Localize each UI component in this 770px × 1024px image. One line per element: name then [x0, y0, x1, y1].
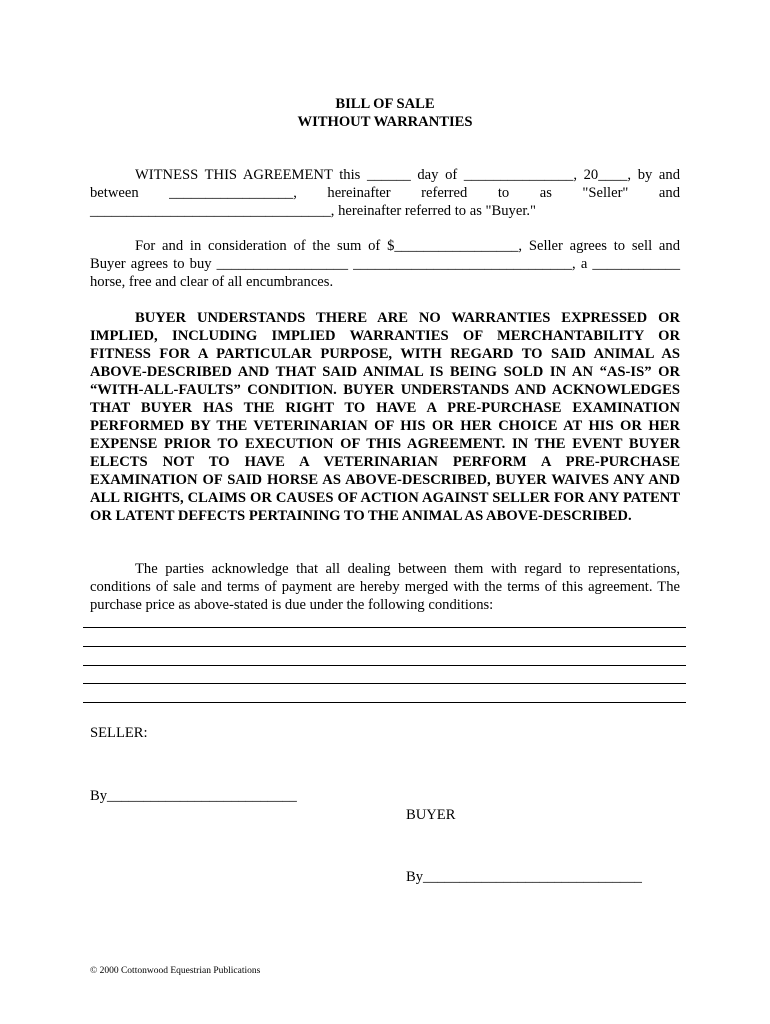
buyer-label: BUYER — [406, 807, 456, 823]
buyer-signature-line[interactable]: By______________________________ — [406, 869, 642, 885]
copyright-footer: © 2000 Cottonwood Equestrian Publications — [90, 966, 261, 976]
consideration-line-1: For and in consideration of the sum of $_________________, Seller agrees to sell and — [135, 238, 680, 254]
document-title: BILL OF SALE — [335, 96, 435, 112]
seller-label: SELLER: — [90, 725, 148, 741]
warranty-disclaimer-paragraph — [90, 309, 680, 525]
conditions-blank-line[interactable] — [83, 627, 686, 628]
seller-signature-line[interactable]: By__________________________ — [90, 788, 297, 804]
conditions-blank-line[interactable] — [83, 646, 686, 647]
agreement-line-2: between _________________, hereinafter referred to as "Seller" and — [90, 185, 680, 201]
agreement-paragraph — [90, 166, 680, 220]
conditions-paragraph — [90, 560, 680, 614]
warranty-disclaimer-text: BUYER UNDERSTANDS THERE ARE NO WARRANTIES EXPRESSED OR IMPLIED, INCLUDING IMPLIED WARRANTIES OF MERCHANTABILITY OR FITNESS FOR A PARTICULAR PURPOSE, WITH REGARD TO SAID ANIMAL AS ABOVE-DESCRIBED AND THAT SAID ANIMAL IS BEING SOLD IN AN “AS-IS” OR “WITH-ALL-FAULTS” CONDITION. BUYER UNDERSTANDS AND ACKNOWLEDGES THAT BUYER HAS THE RIGHT TO HAVE A PRE-PURCHASE EXAMINATION PERFORMED BY THE VETERINARIAN OF HIS OR HER CHOICE AT HIS OR HER EXPENSE PRIOR TO EXECUTION OF THIS AGREEMENT. IN THE EVENT BUYER ELECTS NOT TO HAVE A VETERINARIAN PERFORM A PRE-PURCHASE EXAMINATION OF SAID HORSE AS ABOVE-DESCRIBED, BUYER WAIVES ANY AND ALL RIGHTS, CLAIMS OR CAUSES OF ACTION AGAINST SELLER FOR ANY PATENT OR LATENT DEFECTS PERTAINING TO THE ANIMAL AS ABOVE-DESCRIBED. — [90, 310, 680, 524]
conditions-blank-line[interactable] — [83, 665, 686, 666]
document-subtitle: WITHOUT WARRANTIES — [297, 114, 473, 130]
agreement-line-3: _________________________________, hereinafter referred to as "Buyer." — [90, 203, 536, 219]
consideration-paragraph — [90, 237, 680, 291]
conditions-text: The parties acknowledge that all dealing between them with regard to representations, conditions of sale and terms of payment are hereby merged with the terms of this agreement. The purchase price as above-stated is due under the following conditions: — [90, 561, 680, 613]
conditions-blank-line[interactable] — [83, 683, 686, 684]
conditions-blank-line[interactable] — [83, 702, 686, 703]
consideration-line-3: horse, free and clear of all encumbrances. — [90, 274, 334, 290]
consideration-line-2: Buyer agrees to buy __________________ ______________________________, a ____________ — [90, 256, 680, 272]
agreement-line-1: WITNESS THIS AGREEMENT this ______ day of _______________, 20____, by and — [135, 167, 680, 183]
